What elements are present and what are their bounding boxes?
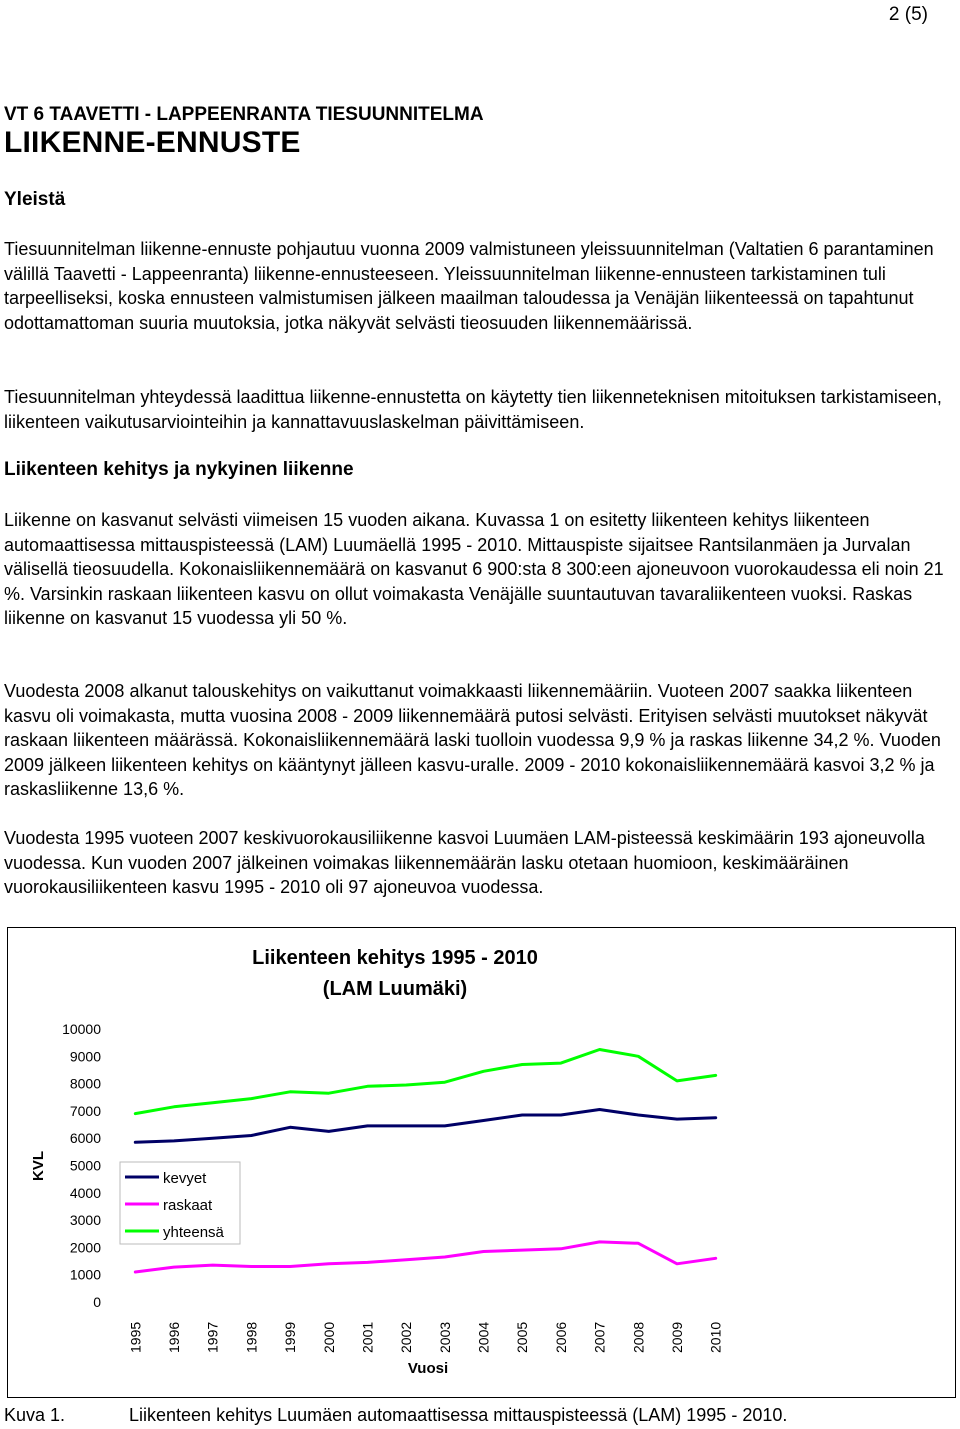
y-tick-label: 3000	[69, 1212, 101, 1229]
paragraph-traffic-1: Liikenne on kasvanut selvästi viimeisen 15 vuoden aikana. Kuvassa 1 on esitetty liikenteen kehitys liikenteen automaattisessa mittauspisteessä (LAM) Luumäellä 1995 - 2010. Mittauspiste sijaitsee Rantsilanmäen ja Jurvalan välisellä tieosuudella. Kokonaisliikennemäärä on kasvanut 6 900:sta 8 300:een ajoneuvoon vuorokaudessa eli noin 21 %. Varsinkin raskaan liikenteen kasvu on ollut voimakasta Venäjälle suuntautuvan tavaraliikenteen vuoksi. Raskas liikenne on kasvanut 15 vuodessa yli 50 %.	[4, 510, 944, 629]
x-tick-label: 2000	[320, 1321, 337, 1353]
section-heading-general: Yleistä	[4, 189, 66, 210]
x-tick-label: 2002	[398, 1321, 415, 1353]
chart-legend	[120, 1162, 240, 1244]
x-tick-label: 2003	[436, 1321, 453, 1353]
series-line-yhteensä	[135, 1050, 715, 1114]
document-supertitle: VT 6 TAAVETTI - LAPPEENRANTA TIESUUNNITELMA	[4, 104, 484, 125]
y-axis-label: KVL	[30, 1151, 47, 1181]
x-tick-label: 2001	[359, 1321, 376, 1353]
paragraph-traffic-3: Vuodesta 1995 vuoteen 2007 keskivuorokausiliikenne kasvoi Luumäen LAM-pisteessä keskimäärin 193 ajoneuvolla vuodessa. Kun vuoden 2007 jälkeinen voimakas liikennemäärän lasku otetaan huomioon, keskimääräinen vuorokausiliikenteen kasvu 1995 - 2010 oli 97 ajoneuvoa vuodessa.	[4, 828, 925, 898]
y-tick-label: 9000	[69, 1048, 101, 1065]
paragraph-general-1: Tiesuunnitelman liikenne-ennuste pohjautuu vuonna 2009 valmistuneen yleissuunnitelman (Valtatien 6 parantaminen välillä Taavetti - Lappeenranta) liikenne-ennusteeseen. Yleissuunnitelman liikenne-ennusteen tarkistaminen tuli tarpeelliseksi, koska ennusteen valmistumisen jälkeen maailman taloudessa ja Venäjän liikenteessä on tapahtunut odottamattoman suuria muutoksia, jotka näkyvät selvästi tieosuuden liikennemäärissä.	[4, 239, 934, 333]
series-line-raskaat	[135, 1242, 715, 1272]
series-line-kevyet	[135, 1110, 715, 1143]
x-tick-label: 2010	[707, 1321, 724, 1353]
x-tick-label: 1995	[127, 1321, 144, 1353]
x-tick-label: 1996	[166, 1321, 183, 1353]
section-heading-traffic: Liikenteen kehitys ja nykyinen liikenne	[4, 459, 354, 480]
chart-subtitle: (LAM Luumäki)	[322, 978, 468, 1000]
figure-caption-label: Kuva 1.	[4, 1405, 66, 1425]
x-tick-label: 2007	[591, 1321, 608, 1353]
traffic-line-chart	[8, 928, 955, 1397]
y-tick-label: 5000	[69, 1157, 101, 1174]
y-tick-label: 7000	[69, 1102, 101, 1119]
x-tick-label: 2009	[668, 1321, 685, 1353]
paragraph-general-2: Tiesuunnitelman yhteydessä laadittua liikenne-ennustetta on käytetty tien liikenneteknisen mitoituksen tarkistamiseen, liikenteen vaikutusarviointeihin ja kannattavuuslaskelman päivittämiseen.	[4, 387, 942, 432]
x-tick-label: 2008	[630, 1321, 647, 1353]
y-tick-label: 1000	[69, 1266, 101, 1283]
y-tick-label: 2000	[69, 1239, 101, 1256]
x-tick-label: 1999	[282, 1321, 299, 1353]
legend-label-raskaat: raskaat	[163, 1197, 213, 1214]
x-tick-label: 1997	[204, 1321, 221, 1353]
x-tick-label: 2004	[475, 1321, 492, 1353]
paragraph-traffic-2: Vuodesta 2008 alkanut talouskehitys on vaikuttanut voimakkaasti liikennemääriin. Vuoteen 2007 saakka liikenteen kasvu oli voimakasta, mutta vuosina 2008 - 2009 liikennemäärä putosi selvästi. Erityisen selvästi muutokset näkyvät raskaan liikenteen määrässä. Kokonaisliikennemäärä laski tuolloin vuodessa 9,9 % ja raskas liikenne 34,2 %. Vuoden 2009 jälkeen liikenteen kehitys on kääntynyt jälleen kasvu-uralle. 2009 - 2010 kokonaisliikennemäärä kasvoi 3,2 % ja raskasliikenne 13,6 %.	[4, 681, 941, 800]
x-tick-label: 2006	[552, 1321, 569, 1353]
chart-frame	[7, 927, 956, 1398]
chart-title: Liikenteen kehitys 1995 - 2010	[252, 947, 538, 969]
y-tick-label: 10000	[62, 1021, 101, 1037]
x-tick-label: 2005	[514, 1321, 531, 1353]
x-tick-label: 1998	[243, 1321, 260, 1353]
document-title: LIIKENNE-ENNUSTE	[4, 126, 301, 159]
x-axis-label: Vuosi	[407, 1360, 449, 1377]
legend-label-kevyet: kevyet	[163, 1170, 207, 1187]
figure-caption-text: Liikenteen kehitys Luumäen automaattisessa mittauspisteessä (LAM) 1995 - 2010.	[129, 1405, 788, 1425]
y-tick-label: 4000	[69, 1184, 101, 1201]
y-tick-label: 6000	[69, 1130, 101, 1147]
y-tick-label: 8000	[69, 1075, 101, 1092]
page-number: 2 (5)	[888, 4, 928, 25]
y-tick-label: 0	[93, 1294, 101, 1310]
legend-label-yhteensä: yhteensä	[163, 1224, 224, 1241]
